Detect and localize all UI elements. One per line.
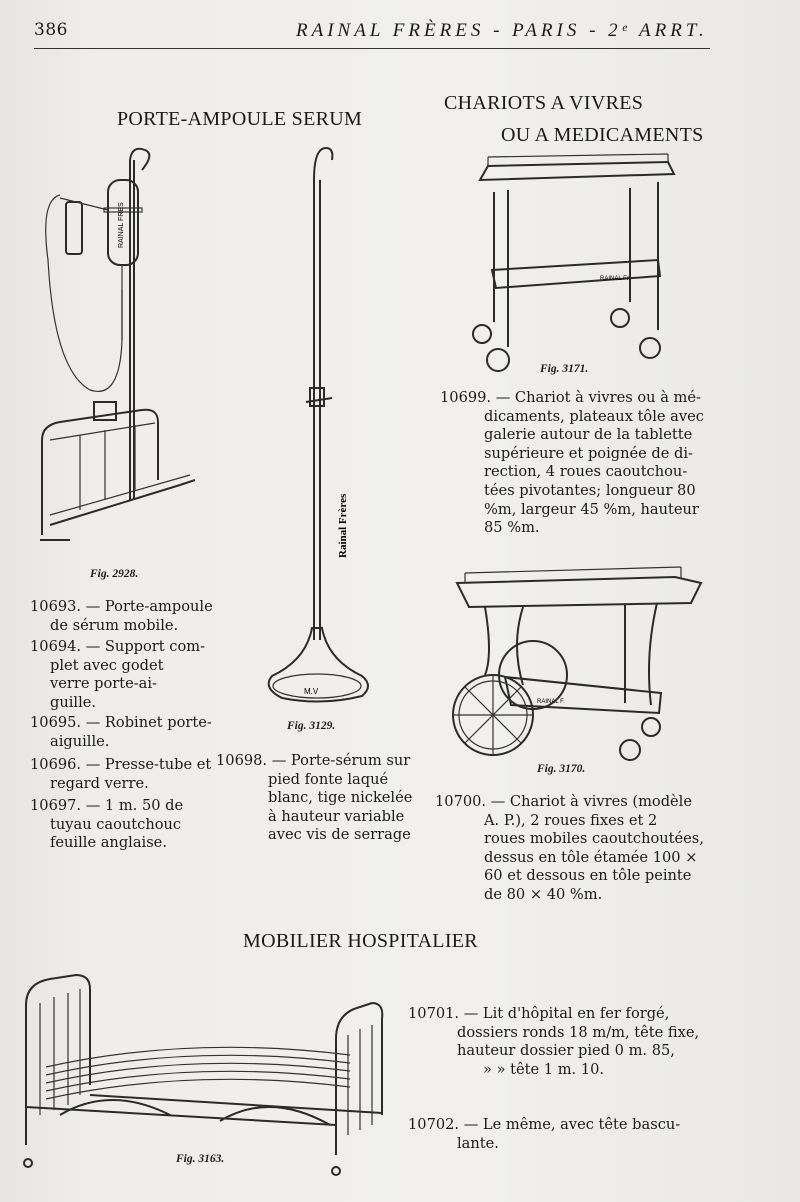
item-10693-line: de sérum mobile. — [50, 616, 179, 634]
item-10700-line: roues mobiles caoutchoutées, — [484, 830, 704, 848]
item-10695-line: 10695. — Robinet porte- — [30, 714, 212, 731]
item-10698-line: à hauteur variable — [268, 807, 405, 825]
item-10697 — [30, 797, 215, 853]
section-title-porte-ampoule: PORTE-AMPOULE SERUM — [117, 108, 363, 130]
item-10694 — [30, 638, 215, 712]
section-title-chariots-line2: OU A MEDICAMENTS — [501, 124, 704, 146]
item-10699-line: tées pivotantes; longueur 80 — [484, 481, 696, 499]
item-10698-line: 10698. — Porte-sérum sur — [216, 752, 411, 769]
figure-3171-caption: Fig. 3171. — [540, 363, 589, 375]
stand-mark: M.V — [304, 687, 319, 696]
item-10698-line: blanc, tige nickelée — [268, 789, 413, 807]
item-10699-line: rection, 4 roues caoutchou- — [484, 463, 688, 481]
item-10696 — [30, 756, 215, 793]
figure-3129-caption: Fig. 3129. — [287, 720, 336, 732]
item-10699-line: 85 %m. — [484, 519, 540, 537]
item-10699-line: %m, largeur 45 %m, hauteur — [484, 500, 699, 518]
item-10701 — [408, 1005, 738, 1079]
item-10699 — [440, 389, 770, 538]
section-title-chariots-line1: CHARIOTS A VIVRES — [444, 92, 644, 114]
item-10699-line: galerie autour de la tablette — [484, 426, 693, 444]
item-10694-line: guille. — [50, 693, 97, 711]
chariot-ap-label: RAINAL F. — [537, 699, 565, 705]
item-10702 — [408, 1116, 738, 1153]
item-10694-line: 10694. — Support com- — [30, 638, 206, 655]
item-10701-line: » » tête 1 m. 10. — [483, 1060, 605, 1078]
item-10696-line: regard verre. — [50, 774, 149, 792]
item-10699-line: 10699. — Chariot à vivres ou à mé- — [440, 389, 701, 406]
item-10695 — [30, 714, 215, 751]
item-10698 — [216, 752, 426, 845]
item-10702-line: lante. — [457, 1134, 499, 1152]
stand-engraving: Rainal Frères — [337, 493, 349, 558]
item-10698-line: avec vis de serrage — [268, 826, 411, 844]
header-rule — [34, 48, 710, 49]
section-title-mobilier: MOBILIER HOSPITALIER — [243, 930, 478, 952]
item-10695-line: aiguille. — [50, 732, 110, 750]
figure-2928-caption: Fig. 2928. — [90, 568, 139, 580]
running-title: RAINAL FRÈRES - PARIS - 2ᵉ ARRT. — [296, 20, 708, 41]
item-10699-line: supérieure et poignée de di- — [484, 444, 693, 462]
figure-3163-caption: Fig. 3163. — [176, 1153, 225, 1165]
item-10694-line: verre porte-ai- — [50, 675, 157, 693]
item-10700-line: 60 et dessous en tôle peinte — [484, 867, 692, 885]
page-number: 386 — [34, 20, 68, 40]
item-10702-line: 10702. — Le même, avec tête bascu- — [408, 1116, 681, 1133]
item-10701-line: dossiers ronds 18 m/m, tête fixe, — [457, 1023, 700, 1041]
item-10697-line: feuille anglaise. — [50, 834, 167, 852]
figure-3170-caption: Fig. 3170. — [537, 763, 586, 775]
item-10693-line: 10693. — Porte-ampoule — [30, 598, 213, 615]
figure-3170-illustration — [445, 555, 705, 770]
chariot-label: RAINAL Fr. — [600, 276, 631, 282]
figure-3163-illustration — [20, 975, 390, 1175]
figure-3129-illustration — [262, 140, 382, 720]
item-10700-line: A. P.), 2 roues fixes et 2 — [484, 811, 658, 829]
item-10700 — [435, 793, 765, 905]
item-10698-line: pied fonte laqué — [268, 770, 389, 788]
figure-3171-illustration — [468, 152, 688, 382]
item-10701-line: hauteur dossier pied 0 m. 85, — [457, 1042, 675, 1060]
item-10700-line: de 80 × 40 %m. — [484, 885, 603, 903]
item-10700-line: dessus en tôle étamée 100 × — [484, 848, 698, 866]
item-10694-line: plet avec godet — [50, 656, 164, 674]
figure-2928-illustration — [30, 140, 210, 550]
item-10700-line: 10700. — Chariot à vivres (modèle — [435, 793, 692, 810]
item-10699-line: dicaments, plateaux tôle avec — [484, 407, 704, 425]
item-10697-line: 10697. — 1 m. 50 de — [30, 797, 184, 814]
item-10693 — [30, 598, 215, 635]
item-10697-line: tuyau caoutchouc — [50, 815, 182, 833]
item-10701-line: 10701. — Lit d'hôpital en fer forgé, — [408, 1005, 670, 1022]
bottle-label: RAINAL FRES — [118, 202, 125, 248]
item-10696-line: 10696. — Presse-tube et — [30, 756, 212, 773]
